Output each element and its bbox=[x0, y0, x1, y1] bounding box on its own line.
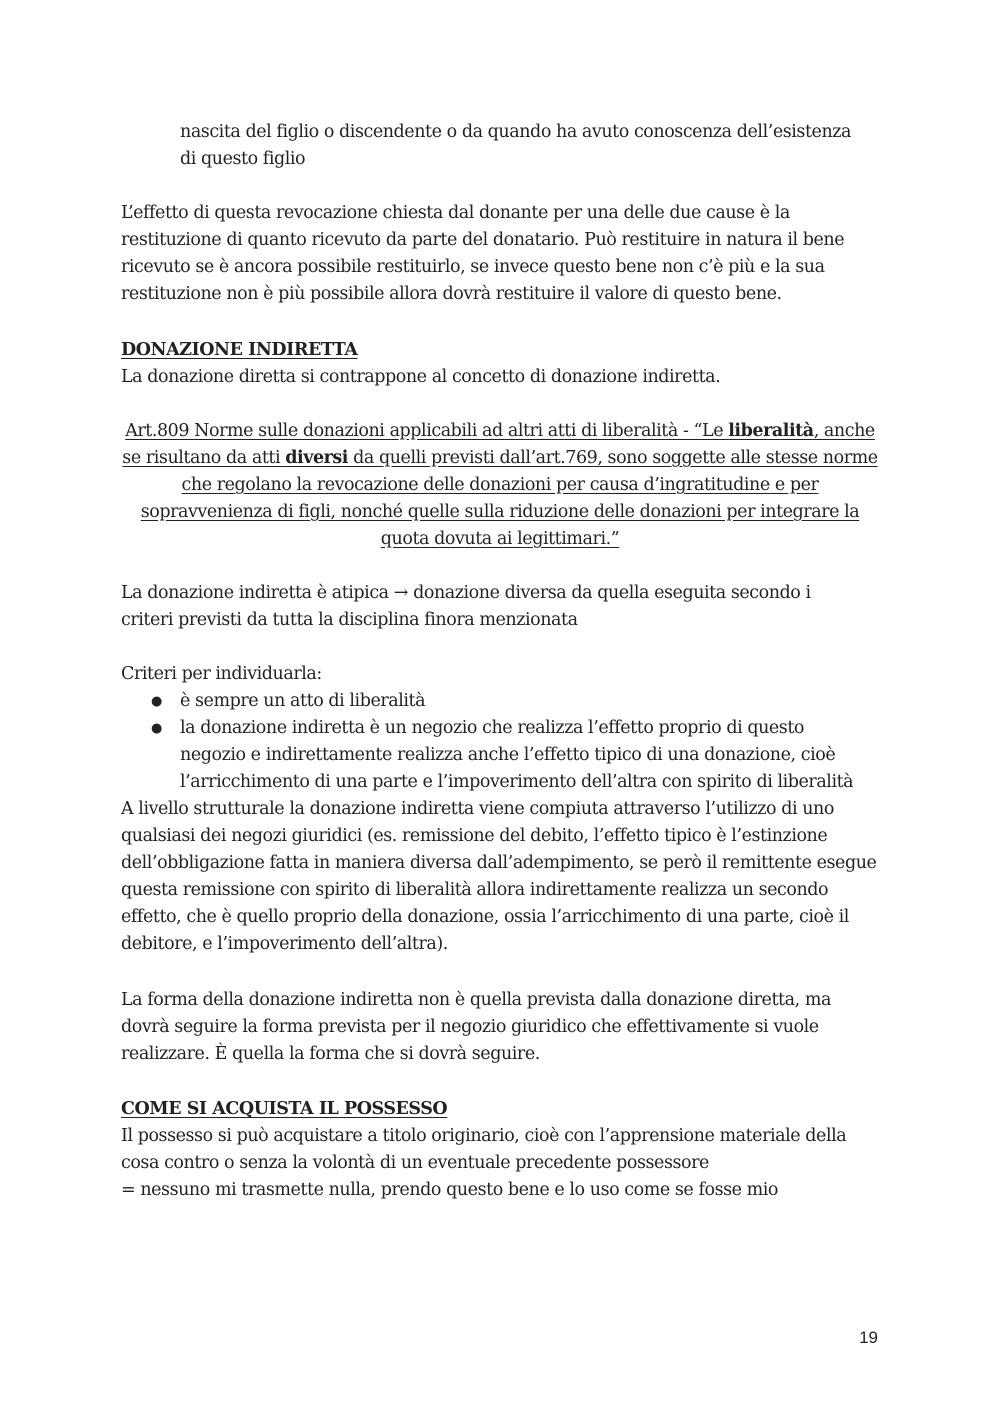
section-heading: COME SI ACQUISTA IL POSSESSO bbox=[121, 1099, 448, 1119]
text-line: di questo figlio bbox=[180, 149, 306, 169]
text-line: effetto, che è quello proprio della donazione, ossia l’arricchimento di una parte, cioè il bbox=[121, 907, 849, 927]
page-number: 19 bbox=[859, 1328, 878, 1347]
text-line: dovrà seguire la forma prevista per il negozio giuridico che effettivamente si vuole bbox=[121, 1017, 819, 1037]
text-line: criteri previsti da tutta la disciplina finora menzionata bbox=[121, 610, 578, 630]
text-line: questa remissione con spirito di liberalità allora indirettamente realizza un secondo bbox=[121, 880, 829, 900]
list-item-line: negozio e indirettamente realizza anche l’effetto tipico di una donazione, cioè bbox=[180, 745, 836, 765]
text-line: La donazione indiretta è atipica → donazione diversa da quella eseguita secondo i bbox=[121, 583, 811, 603]
text-line: La donazione diretta si contrappone al concetto di donazione indiretta. bbox=[121, 367, 721, 387]
quote-line: sopravvenienza di figli, nonché quelle sulla riduzione delle donazioni per integrare la bbox=[140, 502, 860, 522]
quote-line: che regolano la revocazione delle donazioni per causa d’ingratitudine e per bbox=[181, 475, 819, 495]
text-line: ricevuto se è ancora possibile restituirlo, se invece questo bene non c’è più e la sua bbox=[121, 257, 825, 277]
list-item-line: l’arricchimento di una parte e l’impoverimento dell’altra con spirito di liberalità bbox=[180, 772, 854, 792]
list-item-line: la donazione indiretta è un negozio che realizza l’effetto proprio di questo bbox=[180, 718, 805, 738]
text-line: A livello strutturale la donazione indiretta viene compiuta attraverso l’utilizzo di uno bbox=[121, 799, 834, 819]
quote-line: Art.809 Norme sulle donazioni applicabili ad altri atti di liberalità - “Le liberalità, anche bbox=[125, 421, 875, 441]
text-line: restituzione non è più possibile allora dovrà restituire il valore di questo bene. bbox=[121, 284, 782, 304]
text-line: restituzione di quanto ricevuto da parte del donatario. Può restituire in natura il bene bbox=[121, 230, 845, 250]
bullet-icon: ● bbox=[151, 721, 163, 736]
text-line: L’effetto di questa revocazione chiesta dal donante per una delle due cause è la bbox=[121, 203, 790, 223]
list-item-line: è sempre un atto di liberalità bbox=[180, 691, 426, 711]
bullet-icon: ● bbox=[151, 694, 163, 709]
text-line: dell’obbligazione fatta in maniera diversa dall’adempimento, se però il remittente esegue bbox=[121, 853, 877, 873]
text-line: cosa contro o senza la volontà di un eventuale precedente possessore bbox=[121, 1153, 709, 1173]
text-line: debitore, e l’impoverimento dell’altra). bbox=[121, 934, 448, 954]
text-line: Criteri per individuarla: bbox=[121, 664, 322, 684]
text-line: Il possesso si può acquistare a titolo originario, cioè con l’apprensione materiale della bbox=[121, 1126, 847, 1146]
text-line: = nessuno mi trasmette nulla, prendo questo bene e lo uso come se fosse mio bbox=[121, 1180, 779, 1200]
section-heading: DONAZIONE INDIRETTA bbox=[121, 340, 358, 360]
text-line: realizzare. È quella la forma che si dovrà seguire. bbox=[121, 1044, 540, 1064]
text-line: La forma della donazione indiretta non è quella prevista dalla donazione diretta, ma bbox=[121, 990, 831, 1010]
text-line: nascita del figlio o discendente o da quando ha avuto conoscenza dell’esistenza bbox=[180, 122, 852, 142]
text-line: qualsiasi dei negozi giuridici (es. remissione del debito, l’effetto tipico è l’estinzione bbox=[121, 826, 828, 846]
quote-line: quota dovuta ai legittimari.” bbox=[380, 529, 620, 549]
quote-line: se risultano da atti diversi da quelli previsti dall’art.769, sono soggette alle stesse norme bbox=[122, 448, 878, 468]
